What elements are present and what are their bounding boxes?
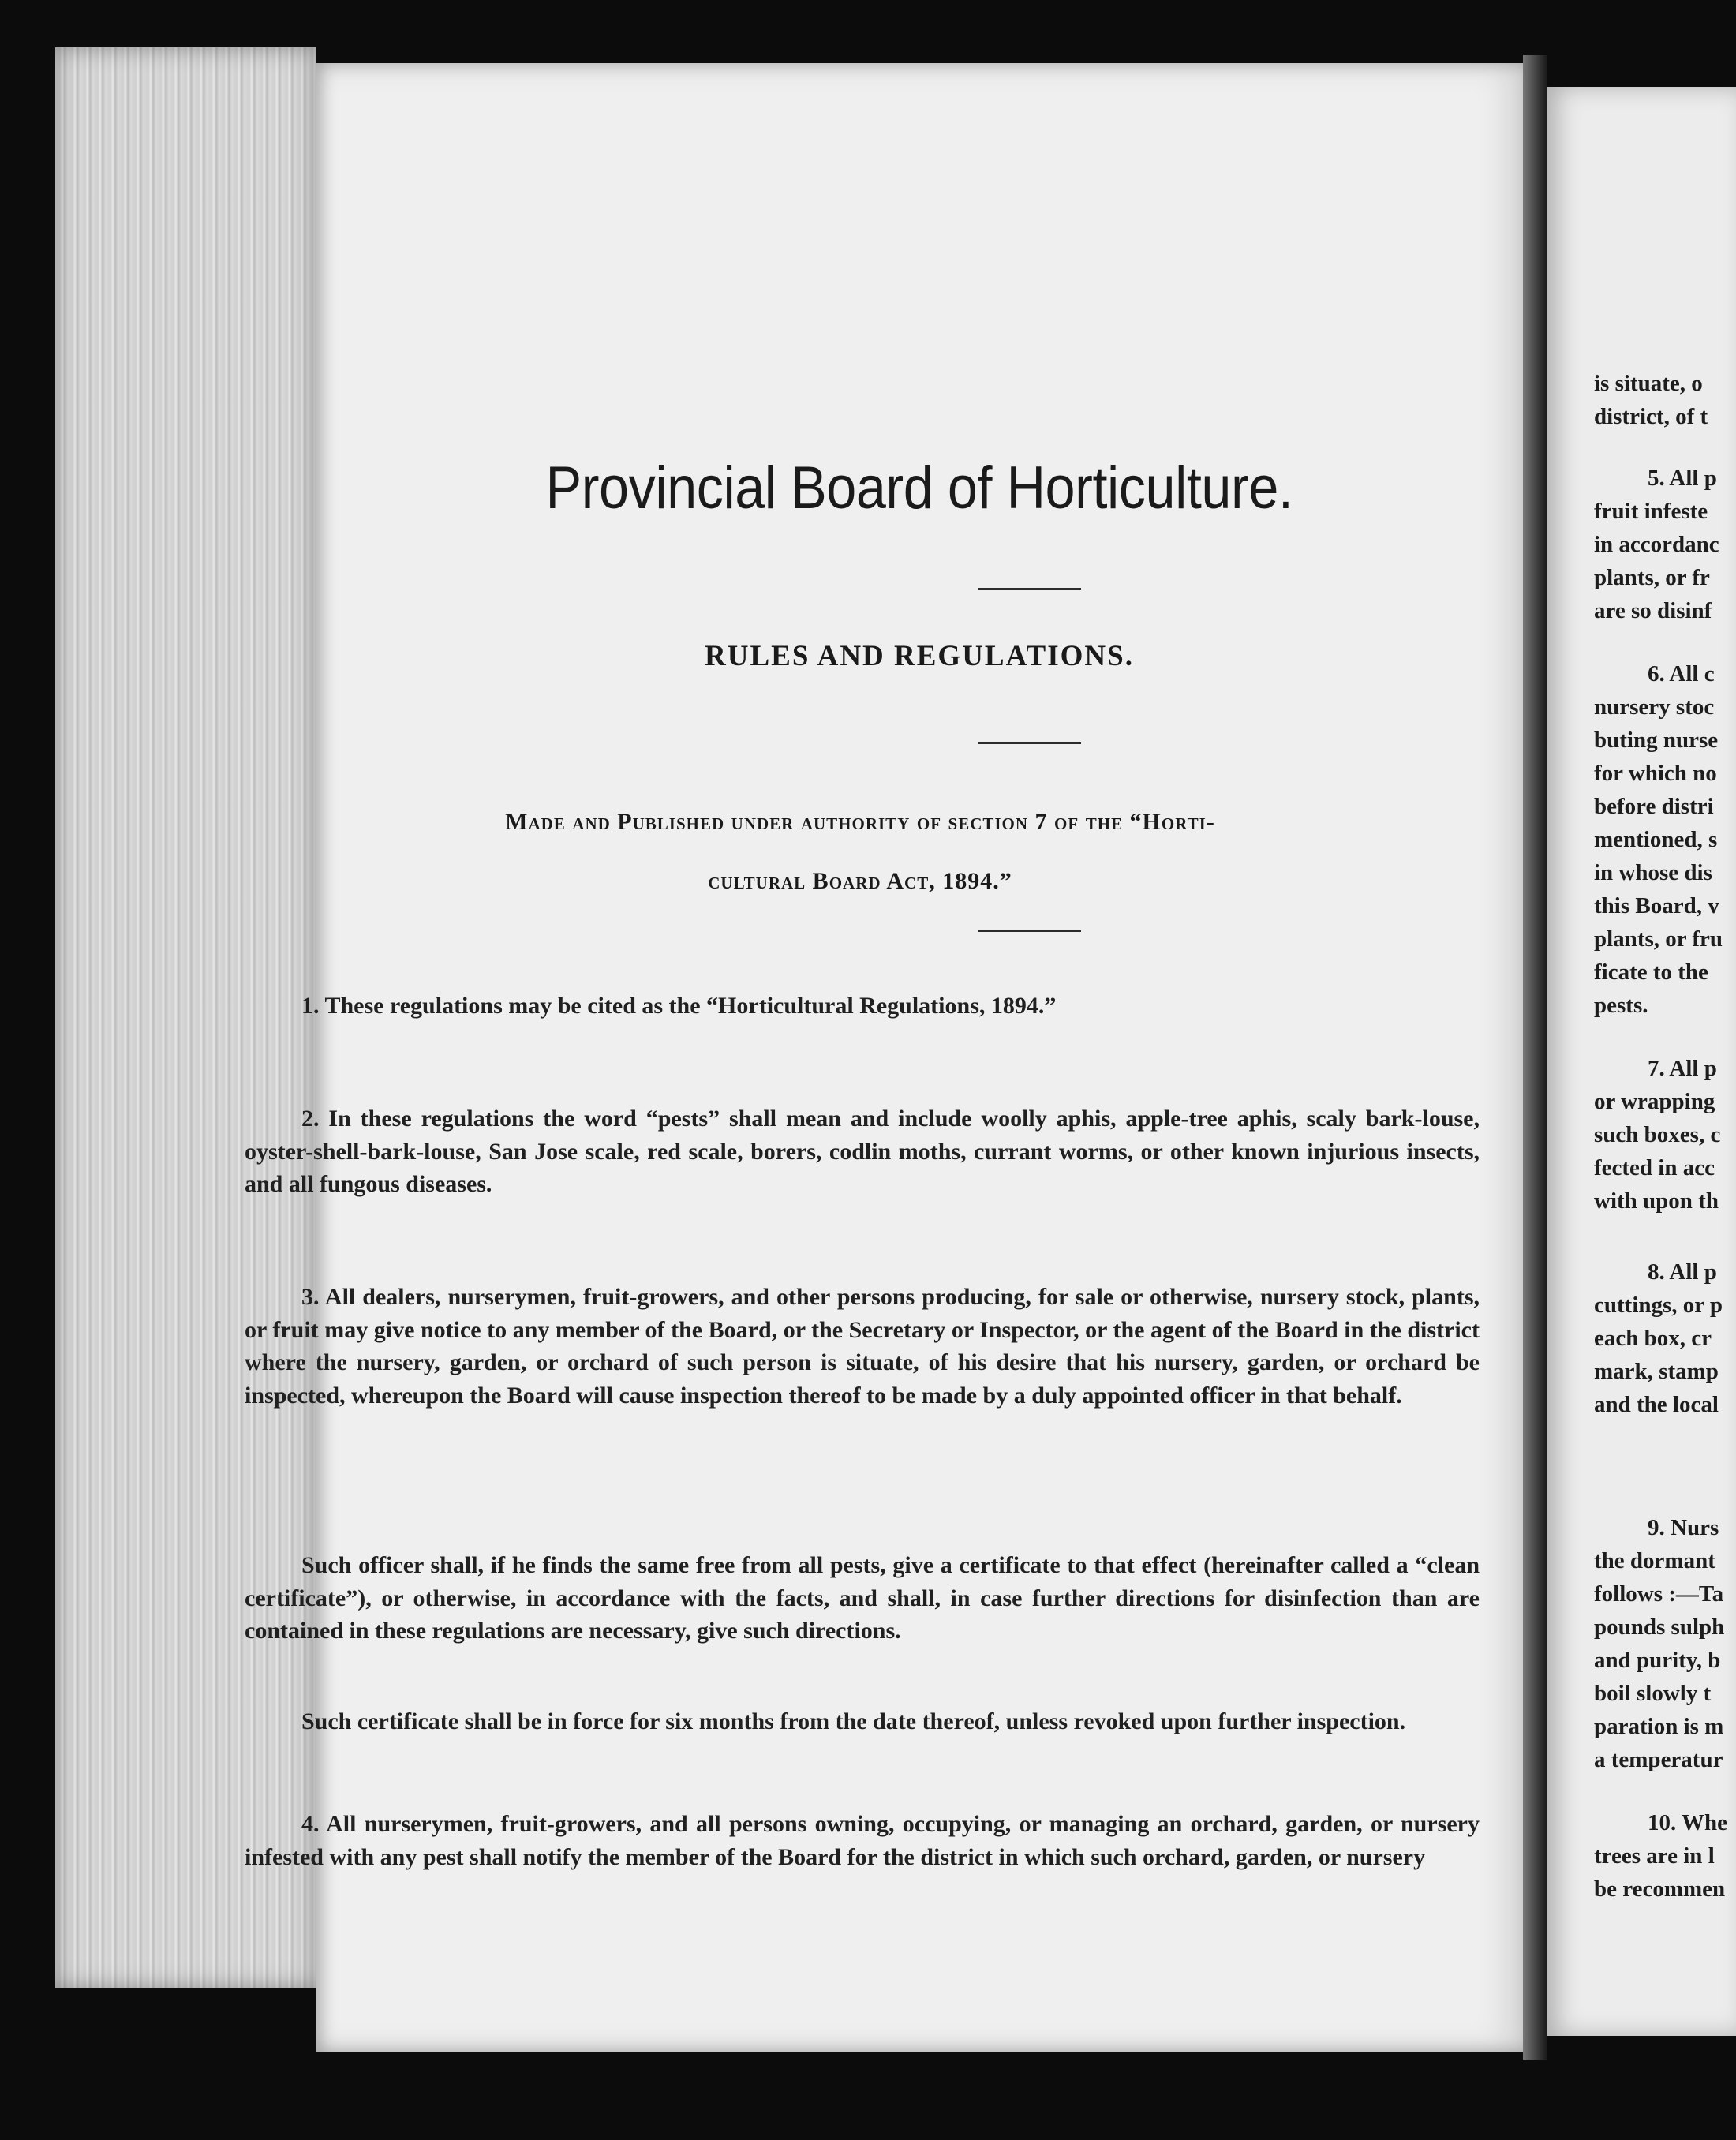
facing-line: in accordanc xyxy=(1594,532,1719,557)
facing-page xyxy=(1547,87,1736,2036)
regulation-3-certificate: Such officer shall, if he finds the same free from all pests, give a certificate to that effect (hereinafter called a “clean certificate”), or otherwise, in accordance with the facts, and shall, in case further directions for disinfection than are contained in these regulations are necessary, give such directions. xyxy=(245,1552,1480,1644)
facing-line: 9. Nurs xyxy=(1648,1515,1719,1540)
facing-line: boil slowly t xyxy=(1594,1681,1712,1706)
facing-line: trees are in l xyxy=(1594,1843,1715,1869)
facing-line: and purity, b xyxy=(1594,1648,1721,1673)
regulation-2: 2. In these regulations the word “pests” shall mean and include woolly aphis, apple-tree aphis, scaly bark-louse, oyster-shell-bark-louse, San Jose scale, red scale, borers, codlin moths, currant worms, or other known injurious insects, and all fungous diseases. xyxy=(245,1106,1480,1197)
facing-line: district, of t xyxy=(1594,404,1708,429)
facing-line: pests. xyxy=(1594,993,1648,1018)
facing-line: mark, stamp xyxy=(1594,1359,1719,1384)
facing-line: the dormant xyxy=(1594,1548,1715,1573)
regulation-3: 3. All dealers, nurserymen, fruit-growers, and other persons producing, for sale or otherwise, nursery stock, plants, or fruit may give notice to any member of the Board, or the Secretary or Inspector, or the agent of the Board in the district where the nursery, garden, or orchard of such person is situate, of his desire that his nursery, garden, or orchard be inspected, whereupon the Board will cause inspection thereof to be made by a duly appointed officer in that behalf. xyxy=(245,1284,1480,1409)
facing-line: this Board, v xyxy=(1594,893,1719,918)
page-title: Provincial Board of Horticulture. xyxy=(545,455,1293,522)
regulation-3-validity: Such certificate shall be in force for six months from the date thereof, unless revoked upon further inspection. xyxy=(301,1708,1406,1734)
facing-line: a temperatur xyxy=(1594,1747,1723,1772)
facing-line: be recommen xyxy=(1594,1876,1726,1902)
facing-line: mentioned, s xyxy=(1594,827,1718,852)
facing-line: 5. All p xyxy=(1648,466,1717,491)
facing-line: with upon th xyxy=(1594,1188,1719,1214)
facing-line: such boxes, c xyxy=(1594,1122,1721,1147)
facing-line: are so disinf xyxy=(1594,598,1712,623)
authority-rule xyxy=(978,930,1081,932)
document-page xyxy=(316,63,1523,2052)
facing-line: fruit infeste xyxy=(1594,499,1708,524)
facing-line: 7. All p xyxy=(1648,1056,1717,1081)
title-rule xyxy=(978,588,1081,590)
facing-line: fected in acc xyxy=(1594,1155,1715,1180)
facing-line: pounds sulph xyxy=(1594,1614,1725,1640)
facing-line: cuttings, or p xyxy=(1594,1293,1723,1318)
facing-line: plants, or fr xyxy=(1594,565,1710,590)
facing-line: for which no xyxy=(1594,761,1717,786)
facing-line: is situate, o xyxy=(1594,371,1703,396)
facing-line: before distri xyxy=(1594,794,1714,819)
facing-line: or wrapping xyxy=(1594,1089,1715,1114)
authority-line-2: cultural Board Act, 1894.” xyxy=(708,868,1012,894)
regulation-4: 4. All nurserymen, fruit-growers, and all persons owning, occupying, or managing an orchard, garden, or nursery infested with any pest shall notify the member of the Board for the district in which such orchard, garden, or nursery xyxy=(245,1811,1480,1870)
facing-line: 10. Whe xyxy=(1648,1810,1727,1835)
facing-line: ficate to the xyxy=(1594,960,1708,985)
facing-line: in whose dis xyxy=(1594,860,1712,885)
facing-line: paration is m xyxy=(1594,1714,1724,1739)
facing-line: 6. All c xyxy=(1648,661,1715,687)
regulation-1: 1. These regulations may be cited as the “Horticultural Regulations, 1894.” xyxy=(301,993,1057,1019)
facing-line: and the local xyxy=(1594,1392,1719,1417)
facing-line: follows :—Ta xyxy=(1594,1581,1724,1607)
authority-line-1: Made and Published under authority of section 7 of the “Horti- xyxy=(505,809,1215,835)
facing-line: nursery stoc xyxy=(1594,694,1715,720)
heading-rule xyxy=(978,742,1081,744)
facing-line: buting nurse xyxy=(1594,728,1719,753)
facing-line: plants, or fru xyxy=(1594,926,1723,952)
book-gutter xyxy=(1523,55,1547,2060)
section-heading: RULES AND REGULATIONS. xyxy=(705,640,1134,672)
facing-line: each box, cr xyxy=(1594,1326,1712,1351)
facing-line: 8. All p xyxy=(1648,1259,1717,1285)
